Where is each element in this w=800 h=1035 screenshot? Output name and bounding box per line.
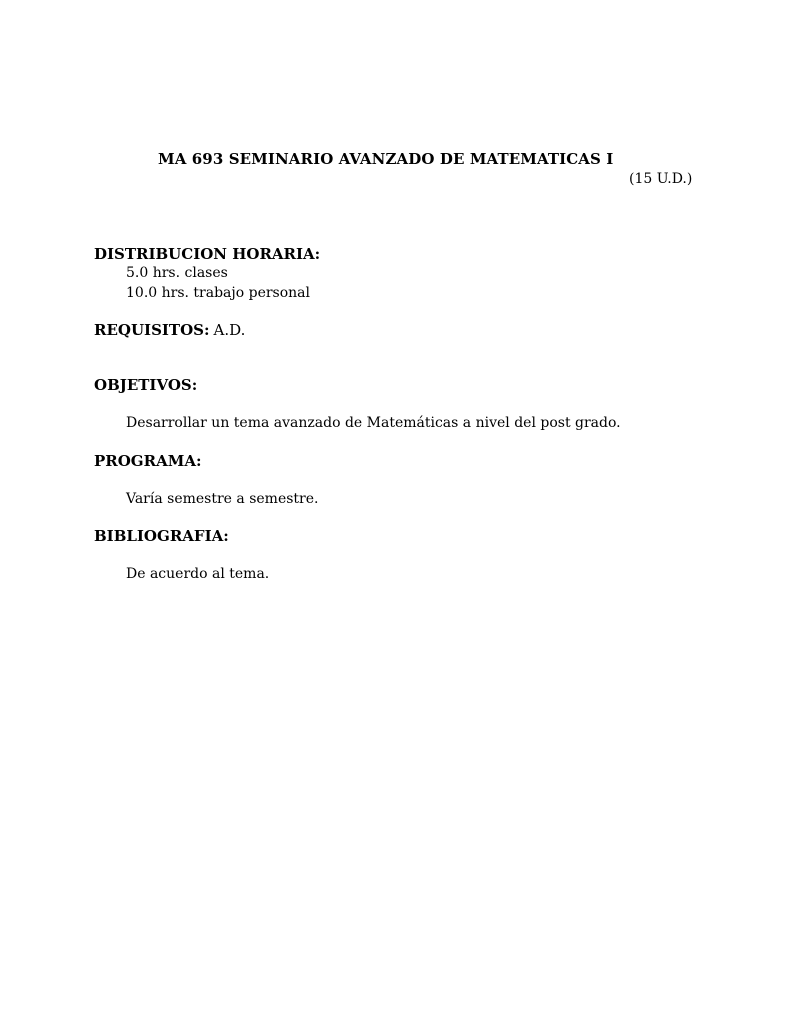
course-units: (15 U.D.) — [629, 171, 693, 187]
requisitos-label: REQUISITOS: — [94, 321, 210, 339]
distribucion-line-clases: 5.0 hrs. clases — [126, 265, 228, 281]
requisitos-value: A.D. — [213, 321, 246, 339]
course-title: MA 693 SEMINARIO AVANZADO DE MATEMATICAS I — [158, 150, 614, 168]
distribucion-heading: DISTRIBUCION HORARIA: — [94, 245, 321, 263]
bibliografia-heading: BIBLIOGRAFIA: — [94, 527, 229, 545]
requisitos-heading — [94, 321, 245, 339]
objetivos-heading: OBJETIVOS: — [94, 376, 198, 394]
programa-text: Varía semestre a semestre. — [126, 491, 319, 507]
programa-heading: PROGRAMA: — [94, 452, 202, 470]
distribucion-line-trabajo: 10.0 hrs. trabajo personal — [126, 285, 311, 301]
bibliografia-text: De acuerdo al tema. — [126, 566, 270, 582]
objetivos-text: Desarrollar un tema avanzado de Matemáticas a nivel del post grado. — [126, 415, 621, 431]
